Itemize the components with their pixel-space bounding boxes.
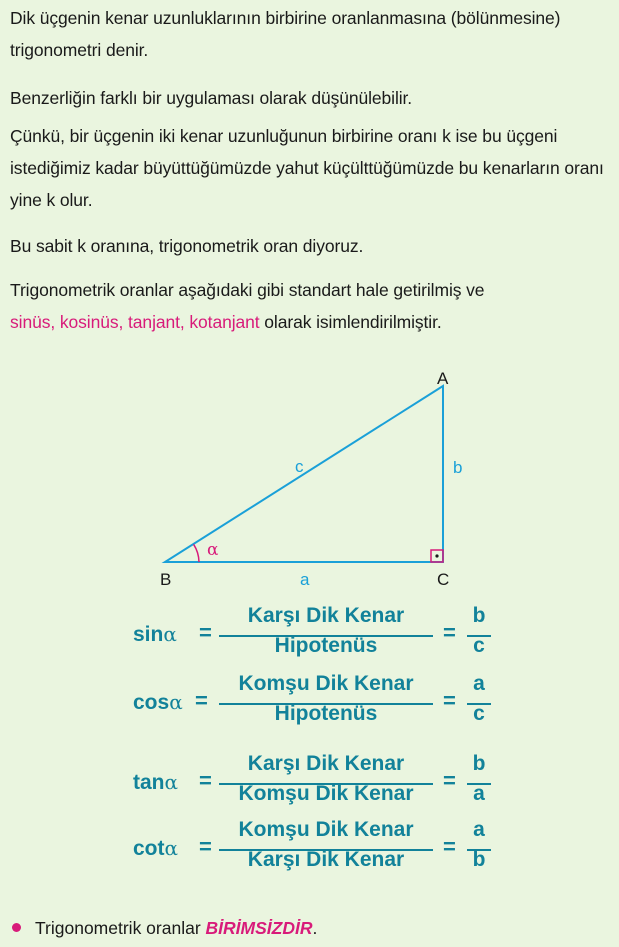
ratio-numerator: b [472, 752, 486, 775]
ratio-numerator: a [473, 672, 485, 695]
ratio-numerator: a [473, 818, 485, 841]
formula-sin [133, 604, 513, 668]
equals-sign: = [195, 688, 208, 713]
ratio-numerator: b [472, 604, 486, 627]
bullet-dot-icon [12, 923, 21, 932]
function-label: tanα [133, 770, 179, 794]
ratio-denominator: b [472, 848, 486, 871]
vertex-a-label: A [437, 369, 449, 388]
side-a-label: a [300, 570, 310, 589]
equals-sign: = [443, 834, 456, 859]
equals-sign: = [443, 620, 456, 645]
fraction-numerator: Komşu Dik Kenar [238, 818, 414, 841]
vertex-b-label: B [160, 570, 172, 589]
note-emphasis: BİRİMSİZDİR [205, 918, 313, 938]
ratio-denominator: c [473, 702, 485, 725]
paragraph-standard-names [10, 274, 612, 338]
paragraph-similarity: Benzerliğin farklı bir uygulaması olarak düşünülebilir. [10, 88, 413, 108]
equals-sign: = [443, 688, 456, 713]
paragraph-definition: Dik üçgenin kenar uzunluklarının birbirine oranlanmasına (bölünmesine) trigonometri denir. [10, 8, 561, 60]
formula-cos [133, 672, 513, 736]
right-angle-dot [435, 554, 438, 557]
angle-alpha-label: α [207, 540, 219, 560]
equals-sign: = [199, 768, 212, 793]
triangle-outline [165, 386, 443, 562]
ratio-denominator: c [473, 634, 485, 657]
fraction-denominator: Hipotenüs [274, 634, 378, 657]
equals-sign: = [443, 768, 456, 793]
fraction-denominator: Hipotenüs [274, 702, 378, 725]
function-label: cotα [133, 836, 179, 860]
equals-sign: = [199, 834, 212, 859]
note-text: Trigonometrik oranlar [35, 918, 201, 938]
note-end: . [312, 918, 318, 938]
function-label: cosα [133, 690, 183, 714]
function-label: sinα [133, 622, 177, 646]
paragraph-ratio: Çünkü, bir üçgenin iki kenar uzunluğunun birbirine oranı k ise bu üçgeni istediğimiz kadar büyüttüğümüzde yahut küçülttüğümüzde bu kenarların oranı yine k olur. [10, 126, 604, 210]
vertex-c-label: C [437, 570, 450, 589]
unitless-note [12, 914, 317, 942]
side-b-label: b [453, 458, 463, 477]
right-triangle-diagram [0, 360, 619, 595]
fraction-numerator: Karşı Dik Kenar [247, 752, 405, 775]
fraction-numerator: Komşu Dik Kenar [238, 672, 414, 695]
formula-tan [133, 752, 513, 816]
equals-sign: = [199, 620, 212, 645]
side-c-label: c [295, 457, 304, 476]
paragraph-standard-before: Trigonometrik oranlar aşağıdaki gibi standart hale getirilmiş ve [10, 280, 485, 300]
fraction-denominator: Komşu Dik Kenar [238, 782, 414, 805]
angle-arc [194, 544, 199, 562]
fraction-denominator: Karşı Dik Kenar [247, 848, 405, 871]
paragraph-constant: Bu sabit k oranına, trigonometrik oran diyoruz. [10, 236, 364, 256]
ratio-denominator: a [473, 782, 485, 805]
formula-cot [133, 818, 513, 882]
paragraph-standard-after: olarak isimlendirilmiştir. [264, 312, 442, 332]
function-names-highlight: sinüs, kosinüs, tanjant, kotanjant [10, 312, 260, 332]
fraction-numerator: Karşı Dik Kenar [247, 604, 405, 627]
